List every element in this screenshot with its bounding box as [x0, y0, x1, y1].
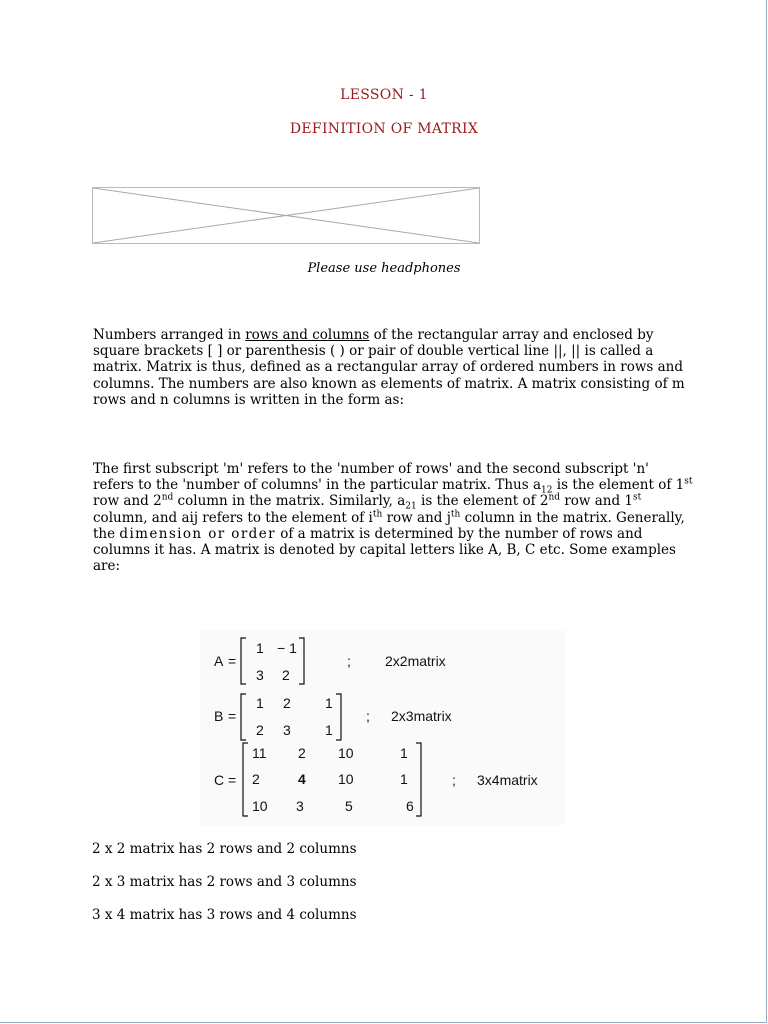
equals-sign: = [228, 772, 237, 788]
broken-media-icon [93, 188, 479, 243]
paragraph-text: column in the matrix. Similarly, a [173, 493, 406, 510]
matrix-examples [200, 630, 565, 825]
matrix-cell: 1 [325, 722, 333, 738]
superscript: th [372, 509, 383, 520]
matrix-cell: 5 [345, 798, 353, 814]
subscript-paragraph [93, 461, 693, 574]
subscript: 12 [541, 485, 553, 496]
paragraph-text: column, and aij refers to the element of i [93, 509, 373, 526]
matrix-label: 2x2matrix [385, 653, 446, 669]
matrix-cell: 1 [400, 745, 408, 761]
paragraph-text: or [202, 525, 232, 542]
left-bracket [243, 743, 248, 816]
definition-paragraph [93, 327, 693, 408]
right-bracket [336, 694, 341, 740]
matrix-cell: 3 [283, 722, 291, 738]
matrix-cell: 10 [338, 745, 354, 761]
matrix-cell: 10 [338, 771, 354, 787]
paragraph-text: is the element of 2 [416, 493, 549, 510]
left-bracket [241, 694, 246, 740]
superscript: th [450, 509, 461, 520]
matrix-cell: 2 [283, 695, 291, 711]
note-2x2: 2 x 2 matrix has 2 rows and 2 columns [92, 841, 357, 857]
matrix-cell: 1 [400, 771, 408, 787]
paragraph-text: of the rectangular array and enclosed by square brackets [ ] or parenthesis ( ) or pair of double vertical line ||, || is called a matrix. Matrix is thus, defined as a rectangular array of ordered numbers in rows and columns. The numbers are also known as elements of matrix. A matrix consisting of m rows and n columns is written in the form as: [93, 327, 685, 408]
matrix-cell: 4 [298, 771, 306, 787]
matrix-cell: 3 [256, 667, 264, 683]
right-bracket [299, 638, 304, 684]
paragraph-text: Numbers arranged in [93, 327, 246, 343]
matrix-name: C [214, 772, 225, 788]
matrix-name: A [214, 653, 224, 669]
matrix-cell: 1 [256, 695, 264, 711]
matrix-examples-figure [200, 630, 565, 825]
paragraph-text: is the element of 1 [552, 477, 685, 494]
superscript: nd [161, 492, 174, 503]
dimension-term: dimension [119, 525, 203, 542]
lesson-title: LESSON - 1 [340, 87, 428, 103]
lesson-subtitle: DEFINITION OF MATRIX [289, 121, 479, 137]
matrix-c [214, 743, 538, 816]
matrix-cell: 1 [256, 640, 264, 656]
matrix-label: 3x4matrix [477, 772, 538, 788]
matrix-label: 2x3matrix [391, 708, 452, 724]
superscript: nd [548, 492, 561, 503]
matrix-cell: 10 [252, 798, 268, 814]
superscript: st [684, 476, 693, 487]
paragraph-text: row and 1 [560, 493, 634, 510]
matrix-cell: 6 [406, 798, 414, 814]
note-2x3: 2 x 3 matrix has 2 rows and 3 columns [92, 874, 357, 890]
order-term: order [231, 525, 276, 542]
right-bracket [416, 743, 421, 816]
media-caption: Please use headphones [307, 261, 461, 276]
separator: ; [366, 708, 370, 724]
matrix-cell: 2 [282, 667, 290, 683]
matrix-cell: 2 [252, 771, 260, 787]
media-placeholder[interactable] [92, 187, 480, 244]
paragraph-text: of a matrix is determined by the number of rows and columns it has. A matrix is denoted by capital letters like A, B, C etc. Some examples are: [93, 525, 676, 575]
paragraph-text: column in the matrix. Generally, the [93, 509, 685, 542]
matrix-cell: 2 [256, 722, 264, 738]
equals-sign: = [228, 653, 237, 669]
left-bracket [241, 638, 246, 684]
subscript: 21 [405, 502, 417, 513]
matrix-a [214, 638, 446, 684]
equals-sign: = [228, 708, 237, 724]
matrix-cell: 1 [325, 695, 333, 711]
paragraph-text: The first subscript 'm' refers to the 'number of rows' and the second subscript 'n' refers to the 'number of columns' in the particular matrix. Thus a [93, 461, 649, 494]
matrix-cell: 11 [252, 745, 267, 761]
rows-and-columns-link[interactable]: rows and columns [245, 327, 370, 343]
matrix-name: B [214, 708, 224, 724]
separator: ; [347, 653, 351, 669]
matrix-cell: 2 [298, 745, 306, 761]
matrix-b [214, 694, 452, 740]
superscript: st [633, 492, 642, 503]
matrix-cell: 3 [296, 798, 304, 814]
paragraph-text: row and 2 [93, 493, 162, 510]
note-3x4: 3 x 4 matrix has 3 rows and 4 columns [92, 907, 357, 923]
separator: ; [452, 772, 456, 788]
matrix-cell: − 1 [277, 640, 297, 656]
paragraph-text: row and j [382, 509, 451, 526]
